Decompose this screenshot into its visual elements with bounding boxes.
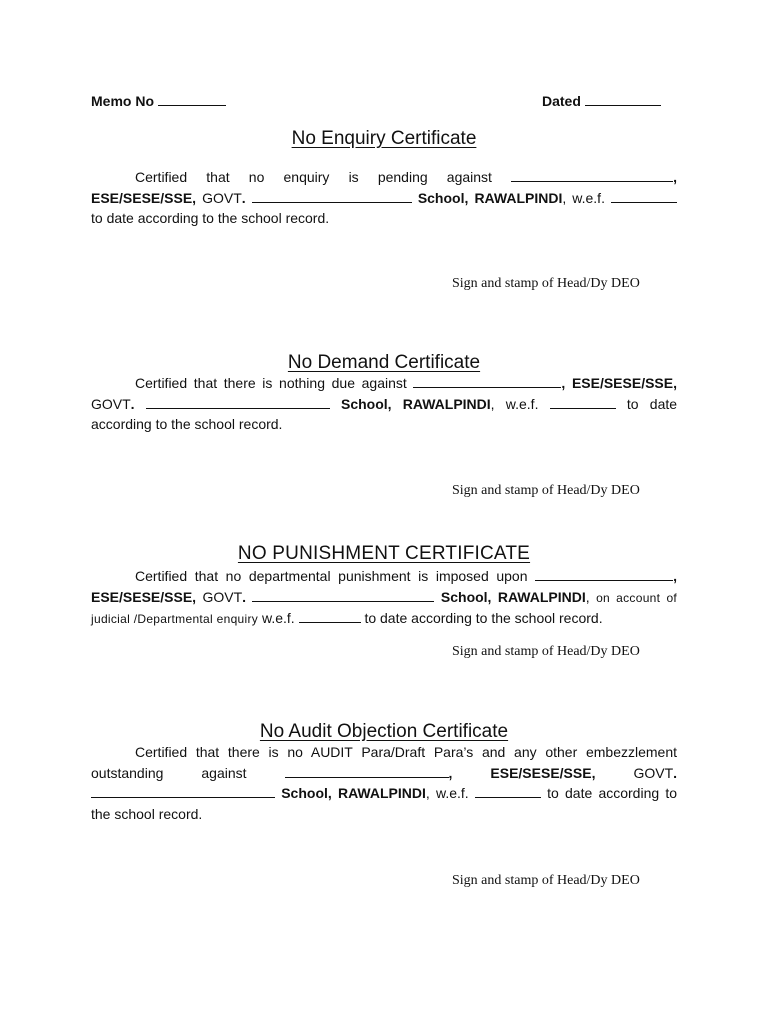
audit-outstanding: outstanding (91, 764, 164, 781)
memo-blank (158, 94, 226, 106)
dated-field (542, 93, 661, 109)
demand-sign-line: Sign and stamp of Head/Dy DEO (452, 483, 640, 498)
demand-closing-b: according to the school record. (91, 416, 283, 433)
audit-closing-a: to date according to (547, 785, 678, 802)
demand-govt: GOVT (91, 395, 131, 412)
enquiry-closing: to date according to the school record. (91, 210, 330, 227)
audit-school-blank (91, 786, 275, 798)
audit-wef: w.e.f. (435, 785, 469, 802)
punishment-closing: to date according to the school record. (364, 610, 603, 627)
demand-closing-a: to date (626, 395, 678, 412)
audit-name-blank (285, 766, 449, 778)
demand-wef: w.e.f. (505, 395, 539, 412)
enquiry-school: School, (417, 189, 469, 206)
punishment-certificate-body: Certified that no departmental punishment is imposed upon , ESE/SESE/SSE, GOVT. School, RAWALPINDI, on account of judicial /Departmental enquiry w.e.f. to date according to the school record. (91, 568, 678, 627)
demand-school-blank (146, 397, 330, 409)
memo-label: Memo No (91, 93, 154, 109)
demand-certificate-title: No Demand Certificate (287, 352, 481, 373)
punishment-school-city: School, RAWALPINDI (440, 588, 586, 605)
audit-against: against (201, 764, 247, 781)
demand-designation: ESE/SESE/SSE, (571, 375, 677, 391)
enquiry-date-blank (611, 191, 677, 203)
demand-school: School, (341, 395, 392, 412)
audit-date-blank (475, 786, 541, 798)
demand-certificate-body: Certified that there is nothing due against , ESE/SESE/SSE, GOVT. School, RAWALPINDI, w.e.f. to date according to the school record. (91, 375, 678, 433)
enquiry-wef: w.e.f. (572, 189, 605, 206)
demand-date-blank (550, 397, 616, 409)
memo-number (91, 93, 226, 109)
enquiry-certificate-body: Certified that no enquiry is pending against , ESE/SESE/SSE, GOVT. School, RAWALPINDI, w.e.f. to date according to the school record. (91, 169, 677, 227)
punishment-sign-line: Sign and stamp of Head/Dy DEO (452, 644, 640, 659)
audit-govt: GOVT (633, 764, 674, 781)
audit-certificate-title: No Audit Objection Certificate (259, 721, 509, 742)
punishment-judicial: judicial /Departmental enquiry (91, 612, 259, 627)
punishment-intro: Certified that no departmental punishment is imposed upon (135, 568, 528, 584)
enquiry-intro: Certified that no enquiry is pending against (135, 169, 492, 185)
enquiry-name-blank (511, 170, 673, 182)
audit-designation: ESE/SESE/SSE, (490, 764, 596, 781)
audit-intro: Certified that there is no AUDIT Para/Draft Para’s and any other embezzlement (135, 744, 677, 760)
enquiry-school-blank (252, 191, 412, 203)
demand-intro: Certified that there is nothing due against (135, 375, 407, 391)
dated-label: Dated (542, 93, 581, 109)
audit-closing-b: the school record. (91, 805, 203, 822)
enquiry-certificate-title: No Enquiry Certificate (291, 128, 477, 149)
punishment-govt: GOVT (202, 588, 243, 605)
audit-school-city: School, RAWALPINDI (281, 785, 426, 802)
enquiry-govt: GOVT (202, 189, 242, 206)
enquiry-sign-line: Sign and stamp of Head/Dy DEO (452, 276, 640, 291)
enquiry-designation: ESE/SESE/SSE, (91, 189, 197, 206)
punishment-on-account: on account of (596, 590, 678, 605)
demand-name-blank (413, 376, 561, 388)
punishment-school-blank (252, 590, 434, 602)
audit-certificate-body: Certified that there is no AUDIT Para/Draft Para’s and any other embezzlement outstanding against , ESE/SESE/SSE, GOVT. School, RAWALPINDI, w.e.f. to date according to the school record. (91, 744, 678, 822)
audit-sign-line: Sign and stamp of Head/Dy DEO (452, 873, 640, 888)
demand-city: RAWALPINDI (402, 395, 491, 412)
punishment-date-blank (299, 611, 361, 623)
punishment-name-blank (535, 569, 673, 581)
dated-blank (585, 94, 661, 106)
enquiry-city: RAWALPINDI (474, 189, 563, 206)
punishment-wef: w.e.f. (261, 610, 295, 627)
punishment-certificate-title: NO PUNISHMENT CERTIFICATE (237, 543, 531, 564)
punishment-designation: ESE/SESE/SSE, (91, 588, 197, 605)
